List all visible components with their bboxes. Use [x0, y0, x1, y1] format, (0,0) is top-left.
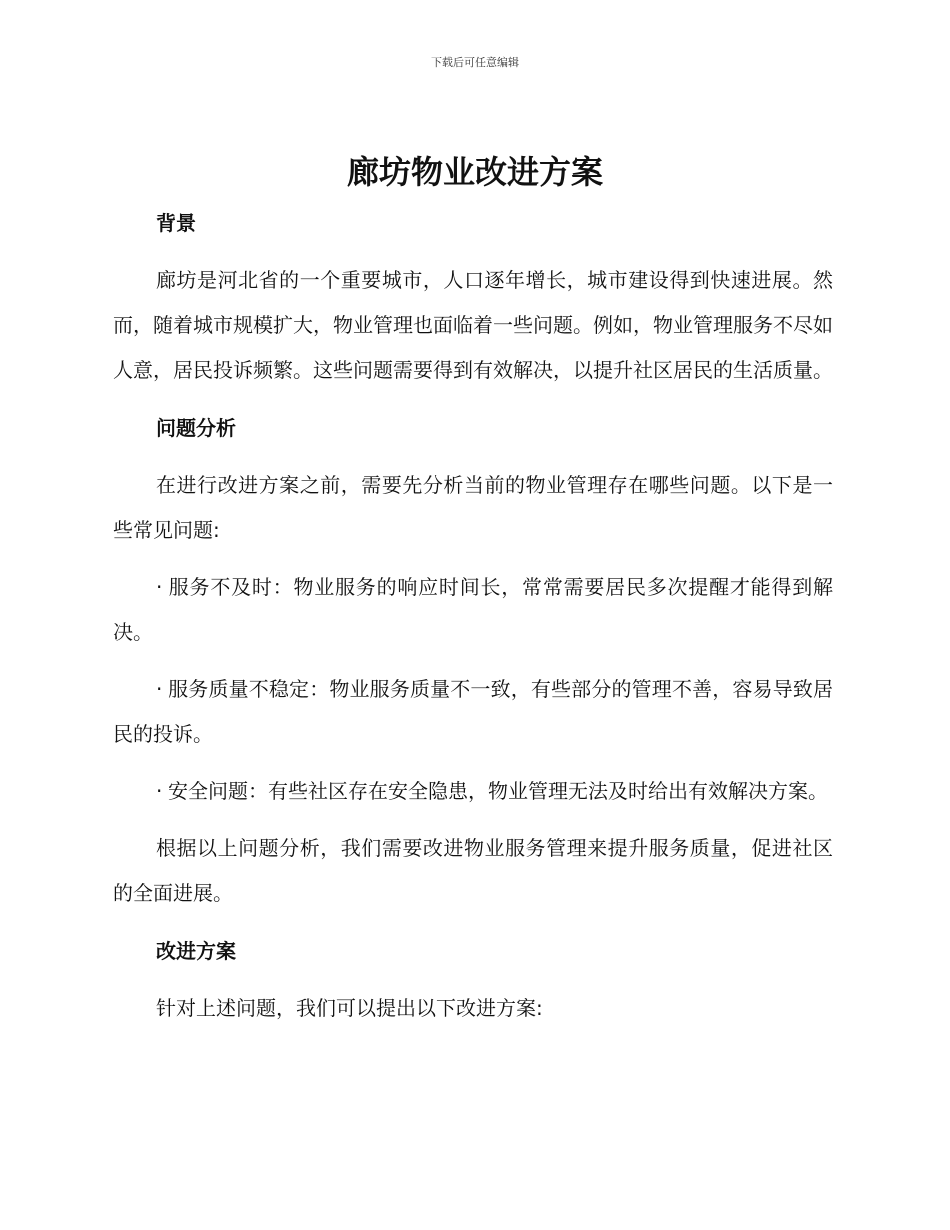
plan-intro-paragraph: 针对上述问题，我们可以提出以下改进方案: [156, 996, 543, 1020]
bullet-text: 服务不及时：物业服务的响应时间长，常常需要居民多次提醒才能得到解决。 [113, 575, 833, 644]
analysis-intro-paragraph: 在进行改进方案之前，需要先分析当前的物业管理存在哪些问题。以下是一些常见问题: [113, 473, 833, 542]
document-body [113, 200, 833, 1031]
background-paragraph: 廊坊是河北省的一个重要城市，人口逐年增长，城市建设得到快速进展。然而，随着城市规模扩大，物业管理也面临着一些问题。例如，物业管理服务不尽如人意，居民投诉频繁。这些问题需要得到有效解决，以提升社区居民的生活质量。 [113, 268, 833, 382]
bullet-dot-icon: · [156, 677, 163, 701]
bullet-text: 安全问题：有些社区存在安全隐患，物业管理无法及时给出有效解决方案。 [168, 779, 828, 803]
section-heading-plan: 改进方案 [156, 939, 236, 963]
section-heading-background: 背景 [156, 211, 196, 235]
section-heading-analysis: 问题分析 [156, 416, 236, 440]
bullet-dot-icon: · [156, 779, 163, 803]
bullet-text: 服务质量不稳定：物业服务质量不一致，有些部分的管理不善，容易导致居民的投诉。 [113, 677, 833, 746]
document-title: 廊坊物业改进方案 [346, 153, 603, 191]
analysis-bullet-1 [113, 565, 833, 655]
bullet-dot-icon: · [156, 575, 163, 599]
analysis-conclusion-paragraph: 根据以上问题分析，我们需要改进物业服务管理来提升服务质量，促进社区的全面进展。 [113, 836, 833, 905]
header-note: 下载后可任意编辑 [431, 56, 519, 69]
analysis-bullet-2 [113, 667, 833, 757]
analysis-bullet-3 [113, 769, 833, 814]
